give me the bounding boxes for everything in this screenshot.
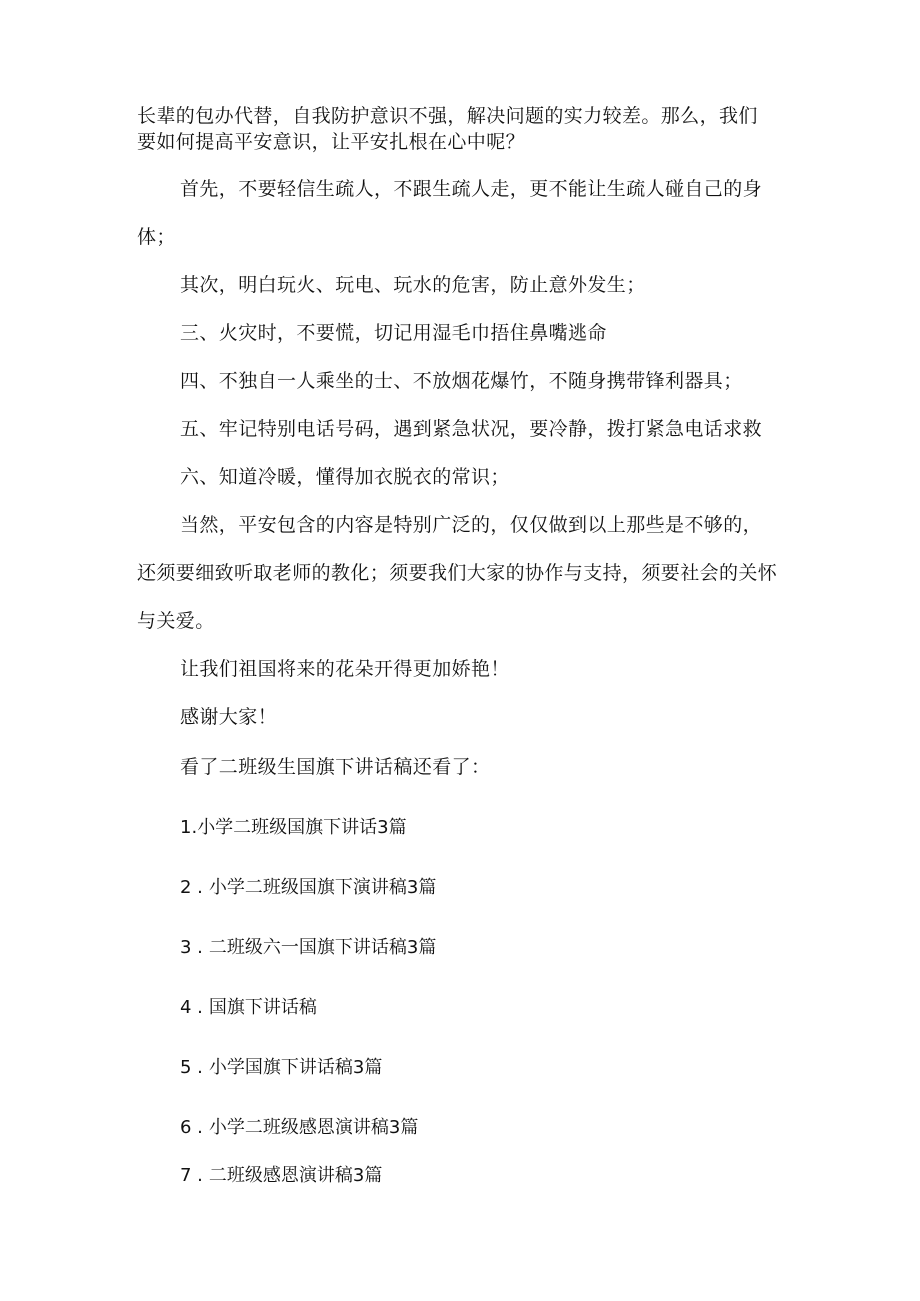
point-1-line-1: 首先，不要轻信生疏人，不跟生疏人走，更不能让生疏人碰自己的身: [180, 178, 763, 200]
related-item-title: 二班级六一国旗下讲话稿3篇: [208, 937, 437, 958]
related-item-title: 小学二班级国旗下讲话3篇: [197, 817, 407, 838]
point-5: 五、牢记特别电话号码，遇到紧急状况，要冷静，拨打紧急电话求救: [180, 418, 763, 440]
related-item-number: 1.: [180, 817, 198, 838]
related-item-number: 7 .: [180, 1165, 203, 1186]
related-item-title: 二班级感恩演讲稿3篇: [208, 1165, 383, 1186]
wish-line: 让我们祖国将来的花朵开得更加娇艳！: [180, 658, 510, 680]
intro-line-1: 长辈的包办代替，自我防护意识不强，解决问题的实力较差。那么，我们: [137, 105, 758, 127]
related-item[interactable]: [180, 876, 436, 900]
point-6: 六、知道冷暖，懂得加衣脱衣的常识；: [180, 466, 510, 488]
point-1-line-2: 体；: [137, 226, 176, 248]
related-item-number: 2 .: [180, 877, 203, 898]
conclusion-line-2: 还须要细致听取老师的教化；须要我们大家的协作与支持，须要社会的关怀: [137, 562, 778, 584]
thanks-line: 感谢大家！: [180, 706, 278, 728]
related-item-number: 3 .: [180, 937, 203, 958]
related-item-number: 5 .: [180, 1057, 203, 1078]
related-item[interactable]: [180, 1116, 418, 1140]
point-3: 三、火灾时，不要慌，切记用湿毛巾捂住鼻嘴逃命: [180, 322, 607, 344]
point-4: 四、不独自一人乘坐的士、不放烟花爆竹，不随身携带锋利器具；: [180, 370, 743, 392]
related-item-title: 小学国旗下讲话稿3篇: [208, 1057, 383, 1078]
related-item[interactable]: [180, 996, 317, 1020]
point-2: 其次，明白玩火、玩电、玩水的危害，防止意外发生；: [180, 274, 646, 296]
related-item-number: 6 .: [180, 1117, 203, 1138]
related-item[interactable]: [180, 816, 407, 840]
conclusion-line-1: 当然，平安包含的内容是特别广泛的，仅仅做到以上那些是不够的，: [180, 514, 763, 536]
related-item-title: 小学二班级国旗下演讲稿3篇: [208, 877, 437, 898]
related-item-number: 4 .: [180, 997, 203, 1018]
related-item-title: 小学二班级感恩演讲稿3篇: [208, 1117, 419, 1138]
related-item[interactable]: [180, 1164, 382, 1188]
related-heading: 看了二班级生国旗下讲话稿还看了：: [180, 756, 491, 778]
related-item[interactable]: [180, 936, 436, 960]
related-item[interactable]: [180, 1056, 382, 1080]
conclusion-line-3: 与关爱。: [137, 610, 215, 632]
related-item-title: 国旗下讲话稿: [208, 997, 317, 1018]
intro-line-2: 要如何提高平安意识，让平安扎根在心中呢？: [137, 131, 526, 153]
